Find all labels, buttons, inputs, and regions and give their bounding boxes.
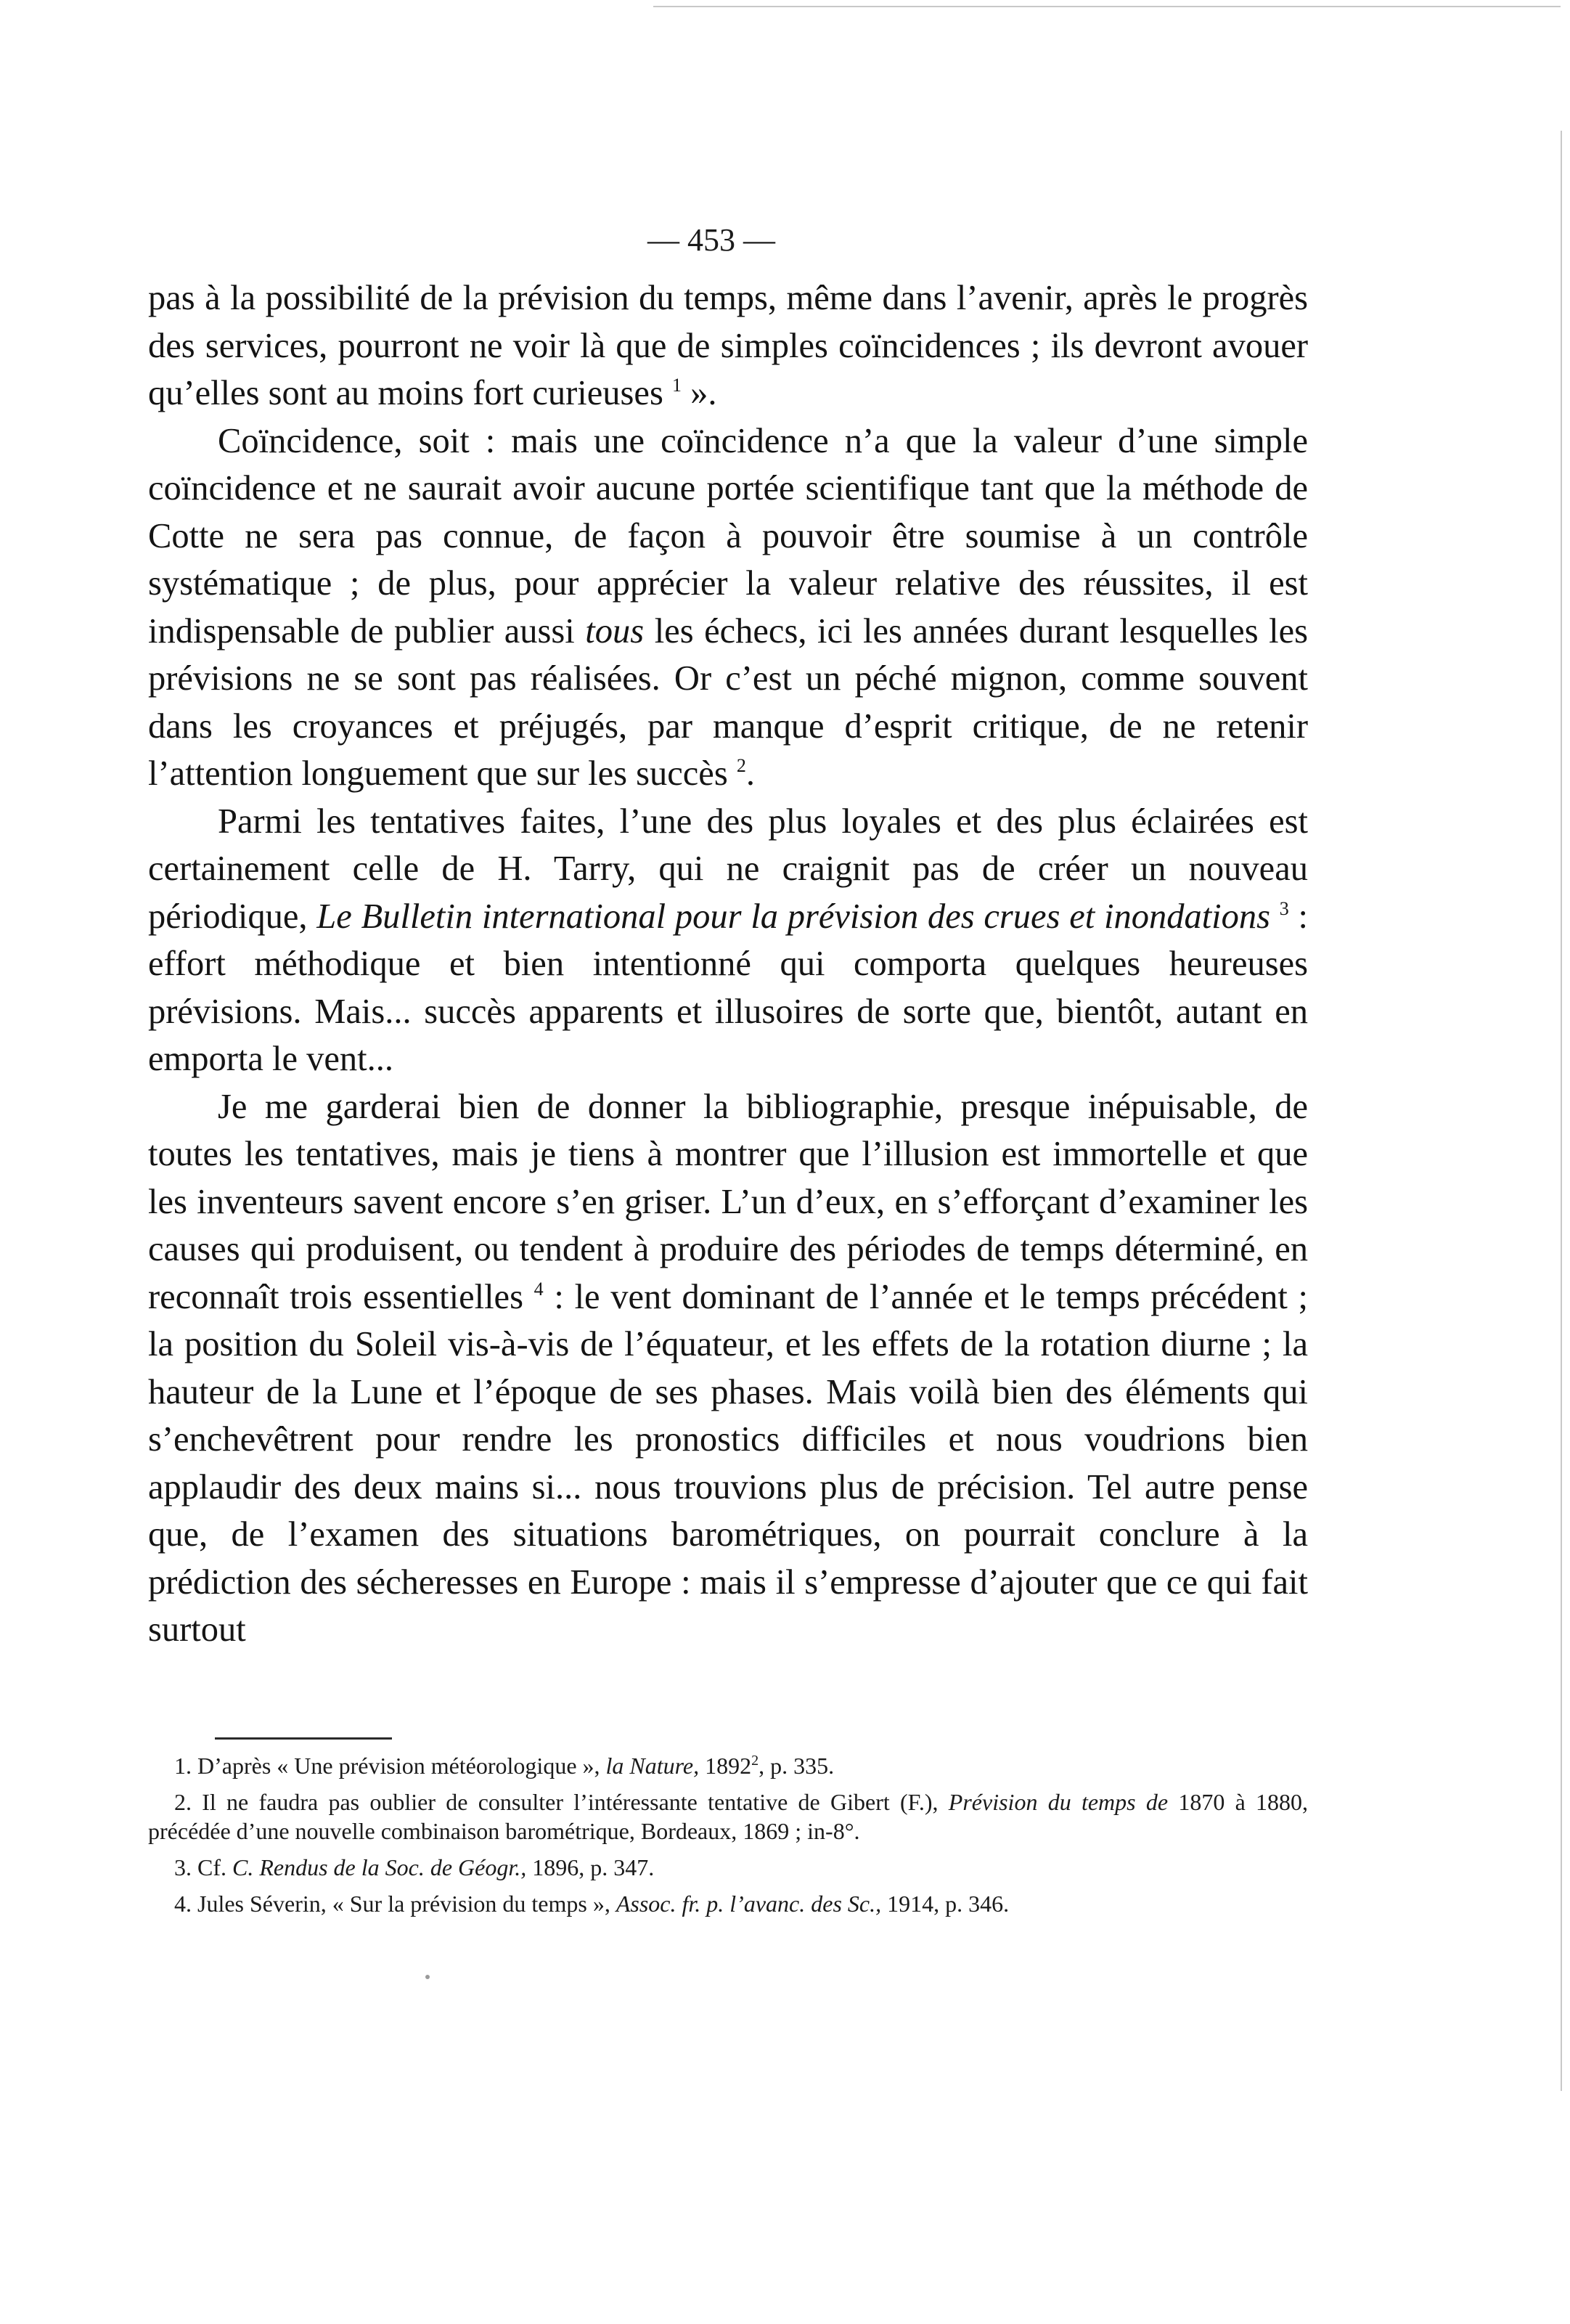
text-run: Coïncidence, soit : mais une coïncidence n’a que la valeur d’une simple coïncidence et ne saurait avoir aucune portée scientifique tant que la méthode de Cotte ne sera pas connue, de façon à pouvoir être soumise à un contrôle systématique ; de plus, pour apprécier la valeur relative des réussites, il est indispensable de publier aussi (148, 421, 1308, 651)
italic-text: Assoc. fr. p. l’avanc. des Sc., (616, 1891, 882, 1917)
text-run: Parmi les tentatives faites, l’une des plus loyales et des plus éclairées est certainement celle de H. Tarry, qui ne craignit pas de créer un nouveau périodique, (148, 802, 1308, 936)
text-run: les échecs, ici les années durant lesquelles les prévisions ne se sont pas réalisées. Or c’est un péché mignon, comme souvent dans les croyances et préjugés, par manque d’esprit critique, de ne retenir l’attention longuement que sur les succès (148, 611, 1308, 793)
paragraph (148, 1083, 1308, 1654)
body-text (148, 274, 1308, 1654)
text-run: 1896, p. 347. (526, 1854, 655, 1880)
text-run: 2. Il ne faudra pas oublier de consulter l’intéressante tentative de Gibert (F.), (174, 1789, 949, 1815)
text-run: 1914, p. 346. (881, 1891, 1010, 1917)
footnote (148, 1853, 1308, 1882)
footnote (148, 1751, 1308, 1780)
italic-text: C. Rendus de la Soc. de Géogr., (232, 1854, 527, 1880)
text-run: 1. D’après « Une prévision météorologique », (174, 1753, 606, 1779)
text-run: 1870 à 1880, précédée d’une nouvelle combinaison barométrique, Bordeaux, 1869 ; in-8°. (148, 1789, 1309, 1844)
scan-edge-right (1561, 131, 1562, 2091)
paragraph (148, 417, 1308, 798)
scan-speck (425, 1975, 430, 1979)
scan-edge-top (653, 6, 1561, 7)
italic-text: la Nature, (605, 1753, 700, 1779)
footnote-marker: 3 (1279, 897, 1289, 919)
text-run (1270, 897, 1280, 936)
footnotes (148, 1751, 1308, 1925)
text-run: . (745, 754, 755, 793)
italic-text: tous (585, 611, 645, 651)
footnote (148, 1889, 1308, 1918)
footnote-marker: 1 (671, 375, 682, 396)
paragraph (148, 798, 1308, 1083)
footnote-separator (215, 1737, 392, 1740)
text-run: ». (681, 374, 717, 412)
italic-text: Le Bulletin international pour la prévision des crues et inondations (316, 897, 1271, 936)
footnote-marker: 2 (736, 755, 746, 776)
text-run: 3. Cf. (174, 1854, 232, 1880)
text-run: pas à la possibilité de la prévision du temps, même dans l’avenir, après le progrès des services, pourront ne voir là que de simples coïncidences ; ils devront avouer qu’elles sont au moins fort curieuses (148, 279, 1308, 412)
text-run: 1892 (699, 1753, 752, 1779)
footnote (148, 1787, 1308, 1846)
text-run: 4. Jules Séverin, « Sur la prévision du temps », (174, 1891, 616, 1917)
text-run: Je me garderai bien de donner la bibliographie, presque inépuisable, de toutes les tentatives, mais je tiens à montrer que l’illusion est immortelle et que les inventeurs savent encore s’en griser. L’un d’eux, en s’efforçant d’examiner les causes qui produisent, ou tendent à produire des périodes de temps déterminé, en reconnaît trois essentielles (148, 1087, 1308, 1316)
text-run: : le vent dominant de l’année et le temps précédent ; la position du Soleil vis-à-vis de l’équateur, et les effets de la rotation diurne ; la hauteur de la Lune et l’époque de ses phases. Mais voilà bien des éléments qui s’enchevêtrent pour rendre les pronostics difficiles et nous voudrions bien applaudir des deux mains si... nous trouvions plus de précision. Tel autre pense que, de l’examen des situations barométriques, on pourrait conclure à la prédiction des sécheresses en Europe : mais il s’empresse d’ajouter que ce qui fait surtout (148, 1277, 1308, 1649)
text-run: , p. 335. (759, 1753, 835, 1779)
text-run: : effort méthodique et bien intentionné qui comporta quelques heureuses prévisions. Mais... succès apparents et illusoires de sorte que, bientôt, autant en emporta le vent... (148, 897, 1309, 1078)
footnote-marker: 4 (533, 1278, 544, 1300)
page-number: — 453 — (647, 222, 775, 258)
footnote-marker: 2 (751, 1753, 759, 1769)
italic-text: Prévision du temps de (948, 1789, 1169, 1815)
paragraph (148, 274, 1308, 417)
